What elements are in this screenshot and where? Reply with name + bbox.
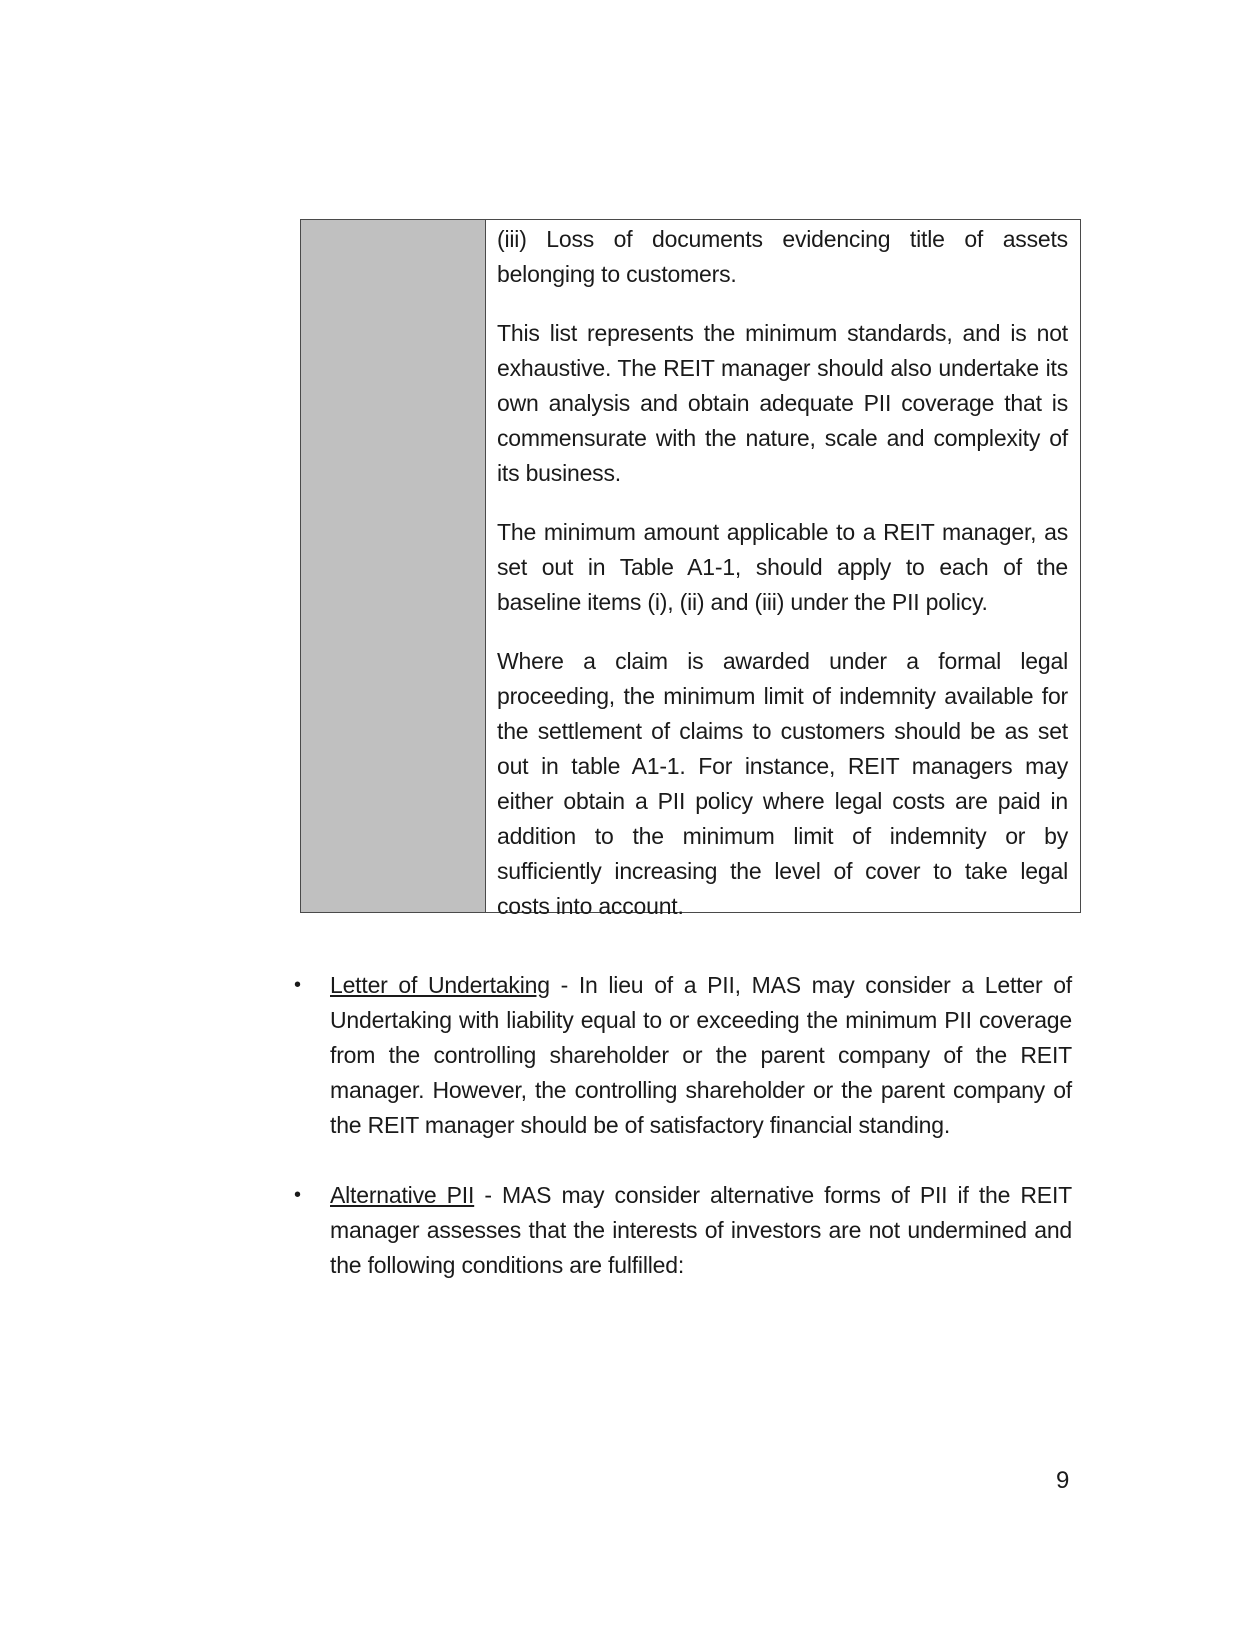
table-label-cell [301,220,486,912]
bullet-text [330,968,1072,1143]
bullet-body: - In lieu of a PII, MAS may consider a Letter of Undertaking with liability equal to or exceeding the minimum PII coverage from the controlling shareholder or the parent company of the REIT manager. However, the controlling shareholder or the parent company of the REIT manager should be of satisfactory financial standing. [330,972,1072,1138]
bullet-term-alternative-pii: Alternative PII [330,1182,475,1208]
list-item [292,1178,1072,1283]
table-paragraph-loss-of-documents: (iii) Loss of documents evidencing title of assets belonging to customers. [497,226,1068,287]
list-item [292,968,1072,1143]
bullet-term-letter-of-undertaking: Letter of Undertaking [330,972,550,998]
table-paragraph-minimum-standards: This list represents the minimum standards, and is not exhaustive. The REIT manager should also undertake its own analysis and obtain adequate PII coverage that is commensurate with the nature, scale and complexity of its business. [497,320,1068,486]
table-paragraph-legal-proceeding: Where a claim is awarded under a formal legal proceeding, the minimum limit of indemnity available for the settlement of claims to customers should be as set out in table A1-1. For instance, REIT managers may either obtain a PII policy where legal costs are paid in addition to the minimum limit of indemnity or by sufficiently increasing the level of cover to take legal costs into account. [497,648,1068,919]
bullet-icon: • [294,1184,302,1206]
bullet-text [330,1178,1072,1283]
table-content-cell [486,220,1080,919]
bullet-list [292,968,1072,1318]
bullet-body: - MAS may consider alternative forms of PII if the REIT manager assesses that the interests of investors are not undermined and the following conditions are fulfilled: [330,1182,1072,1278]
table-paragraph-minimum-amount: The minimum amount applicable to a REIT manager, as set out in Table A1-1, should apply to each of the baseline items (i), (ii) and (iii) under the PII policy. [497,519,1068,615]
pii-requirements-table [300,219,1081,919]
bullet-icon: • [294,974,302,996]
page-number: 9 [1056,1467,1070,1494]
